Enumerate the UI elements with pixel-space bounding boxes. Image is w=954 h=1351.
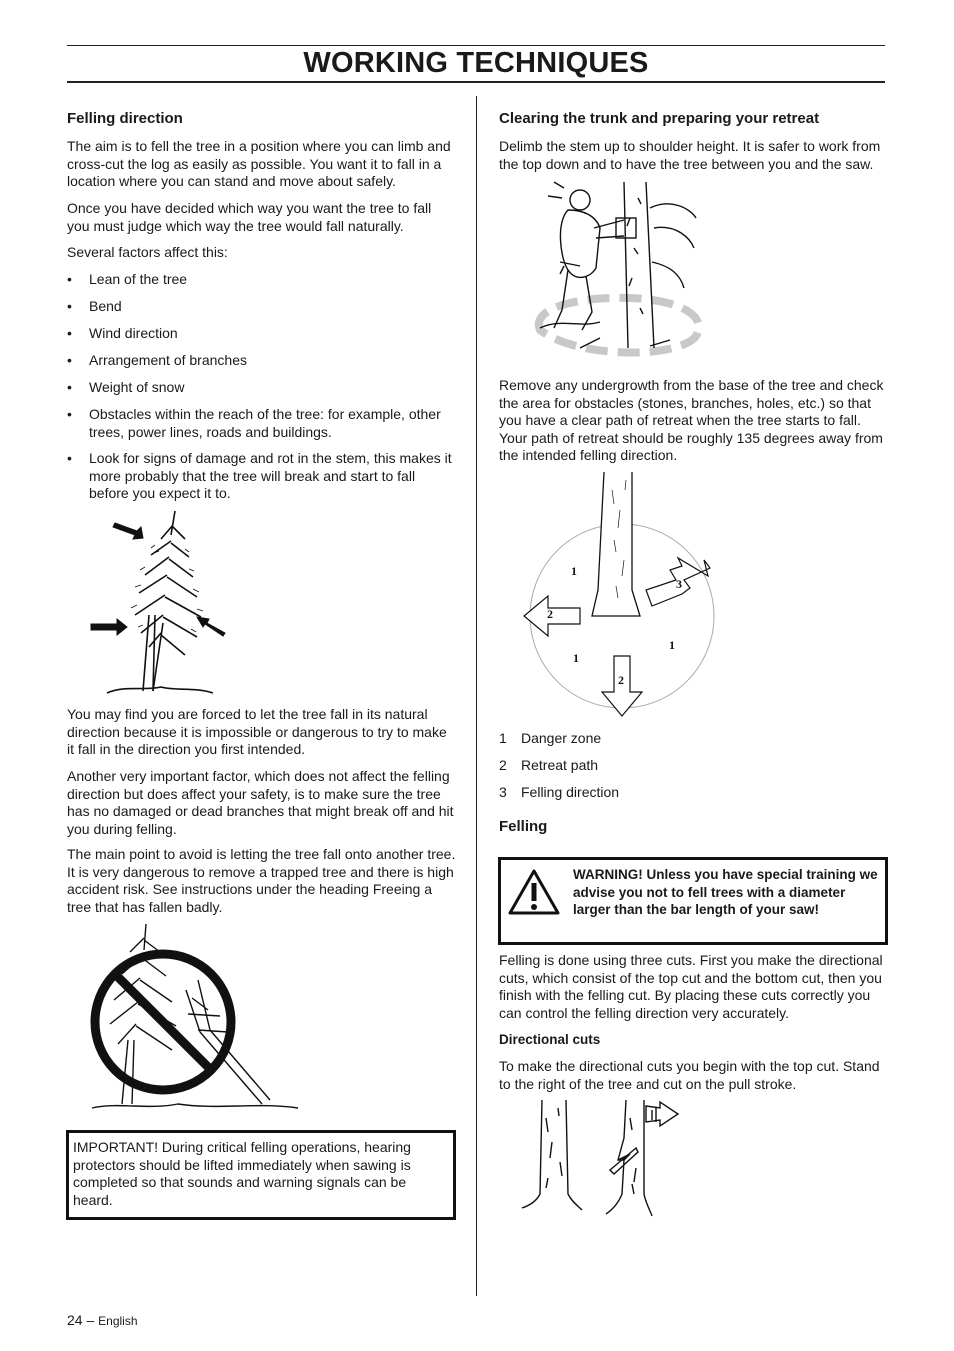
- paragraph: The main point to avoid is letting the tree fall onto another tree. It is very dangerous to remove a trapped tree and there is high accident risk. See instructions under the heading Freeing a tree that has fallen badly.: [67, 846, 456, 915]
- paragraph: Another very important factor, which does not affect the felling direction but does affect your safety, is to make sure the tree has no damaged or dead branches that might break off and hit you during felling.: [67, 768, 454, 837]
- clearing-heading: Clearing the trunk and preparing your retreat: [499, 110, 820, 127]
- diagram-label-danger-zone: 1: [571, 564, 577, 578]
- header-rule-bottom: [67, 81, 885, 83]
- tree-wind-illustration: [85, 505, 245, 700]
- important-notice-box: [66, 1130, 456, 1220]
- warning-text: WARNING! Unless you have special training we advise you not to fell trees with a diameter larger than the bar length of your saw!: [573, 867, 878, 917]
- paragraph: The aim is to fell the tree in a position where you can limb and cross-cut the log as easily as possible. You want it to fall in a location where you can stand and move about safely.: [67, 138, 451, 189]
- paragraph: To make the directional cuts you begin with the top cut. Stand to the right of the tree and cut on the pull stroke.: [499, 1058, 880, 1092]
- diagram-label-danger-zone: 1: [669, 638, 675, 652]
- warning-triangle-icon: [507, 868, 561, 916]
- felling-heading: Felling: [499, 818, 548, 835]
- directional-cuts-heading: Directional cuts: [499, 1032, 601, 1047]
- page-number: 24 –: [67, 1312, 95, 1328]
- paragraph: Remove any undergrowth from the base of the tree and check the area for obstacles (stones, branches, holes, etc.) so that you have a clear path of retreat when the tree starts to fall. Your path of retreat should be roughly 135 degrees away from the intended felling direction.: [499, 377, 884, 463]
- directional-cuts-illustration: [520, 1098, 690, 1223]
- page-title: WORKING TECHNIQUES: [303, 47, 649, 79]
- danger-zone-diagram: [520, 470, 720, 718]
- delimbing-illustration: [520, 178, 710, 368]
- paragraph: Once you have decided which way you want the tree to fall you must judge which way the tree would fall naturally.: [67, 200, 432, 234]
- diagram-label-retreat-path: 2: [547, 607, 553, 621]
- diagram-label-felling-direction: 3: [676, 577, 682, 591]
- page-footer: [67, 1312, 138, 1331]
- paragraph: You may find you are forced to let the tree fall in its natural direction because it is impossible or dangerous to try to make it fall in the direction you first intended.: [67, 706, 447, 757]
- paragraph: Felling is done using three cuts. First you make the directional cuts, which consist of the top cut and the bottom cut, then you finish with the felling cut. By placing these cuts correctly you can control the felling direction very accurately.: [499, 952, 883, 1021]
- diagram-label-retreat-path: 2: [618, 673, 624, 687]
- warning-box: [498, 857, 888, 945]
- prohibited-trapped-tree-illustration: [88, 920, 303, 1115]
- footer-language: English: [98, 1314, 138, 1328]
- felling-direction-heading: Felling direction: [67, 110, 183, 127]
- paragraph: Delimb the stem up to shoulder height. It is safer to work from the top down and to have the tree between you and the saw.: [499, 138, 881, 172]
- paragraph: Several factors affect this:: [67, 244, 228, 260]
- diagram-label-danger-zone: 1: [573, 651, 579, 665]
- column-divider: [476, 96, 477, 1296]
- important-notice-text: IMPORTANT! During critical felling operations, hearing protectors should be lifted immediately when sawing is completed so that sounds and warning signals can be heard.: [73, 1139, 411, 1208]
